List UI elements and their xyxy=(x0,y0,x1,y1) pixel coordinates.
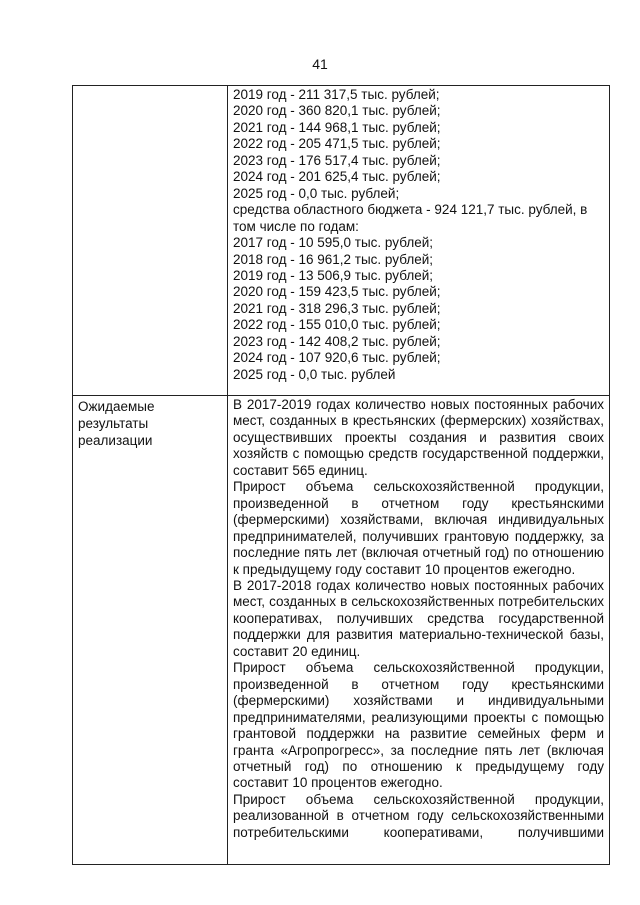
table-row xyxy=(73,86,610,396)
funding-line: 2025 год - 0,0 тыс. рублей; xyxy=(233,185,400,201)
funding-line: 2024 год - 201 625,4 тыс. рублей; xyxy=(233,169,441,185)
results-list xyxy=(228,396,609,841)
funding-line: 2021 год - 318 296,3 тыс. рублей; xyxy=(233,300,441,316)
funding-line: 2020 год - 360 820,1 тыс. рублей; xyxy=(233,103,441,119)
funding-line: 2024 год - 107 920,6 тыс. рублей; xyxy=(233,350,441,366)
results-label-cell xyxy=(73,396,228,865)
funding-line: 2017 год - 10 595,0 тыс. рублей; xyxy=(233,235,433,251)
funding-cell xyxy=(228,86,610,396)
program-passport-table xyxy=(72,85,610,865)
results-paragraph: Прирост объема сельскохозяйственной продукции, произведенной в отчетном году крестьянскими (фермерскими) хозяйствами и индивидуальными предпринимателями, реализующими проекты с помощью грантовой поддержки на развитие семейных ферм и гранта «Агропрогресс», за последние пять лет (включая отчетный год) по отношению к предыдущему году составит 10 процентов ежегодно. xyxy=(233,660,604,791)
results-paragraph: В 2017-2018 годах количество новых постоянных рабочих мест, созданных в сельскохозяйственных потребительских кооперативах, получивших средства государственной поддержки для развития материально-технической базы, составит 20 единиц. xyxy=(233,578,604,659)
page-number: 41 xyxy=(312,56,328,72)
results-paragraph: Прирост объема сельскохозяйственной продукции, реализованной в отчетном году сельскохозяйственными потребительскими кооперативами, получившими xyxy=(233,791,604,840)
empty-label-cell xyxy=(73,86,228,396)
funding-line: средства областного бюджета - 924 121,7 тыс. рублей, в xyxy=(233,202,588,218)
funding-line: 2023 год - 142 408,2 тыс. рублей; xyxy=(233,333,441,349)
funding-line: 2019 год - 211 317,5 тыс. рублей; xyxy=(233,87,440,102)
funding-list xyxy=(228,86,609,380)
funding-line: 2023 год - 176 517,4 тыс. рублей; xyxy=(233,152,441,168)
table-row xyxy=(73,396,610,865)
funding-line: 2022 год - 205 471,5 тыс. рублей; xyxy=(233,136,441,152)
funding-line: 2018 год - 16 961,2 тыс. рублей; xyxy=(233,251,433,267)
results-paragraph: В 2017-2019 годах количество новых постоянных рабочих мест, созданных в крестьянских (фермерских) хозяйствах, осуществивших проекты создания и развития своих хозяйств с помощью средств государственной поддержки, составит 565 единиц. xyxy=(233,397,604,478)
results-paragraph: Прирост объема сельскохозяйственной продукции, произведенной в отчетном году крестьянскими (фермерскими) хозяйствами, включая индивидуальных предпринимателей, получивших грантовую поддержку, за последние пять лет (включая отчетный год) по отношению к предыдущему году составит 10 процентов ежегодно. xyxy=(233,479,604,577)
funding-line: 2019 год - 13 506,9 тыс. рублей; xyxy=(233,267,433,283)
funding-line: том числе по годам: xyxy=(233,218,359,234)
funding-line: 2022 год - 155 010,0 тыс. рублей; xyxy=(233,317,441,333)
results-label: Ожидаемые результаты реализации xyxy=(78,399,155,449)
funding-line: 2021 год - 144 968,1 тыс. рублей; xyxy=(233,119,441,135)
results-cell xyxy=(228,396,610,865)
funding-line: 2025 год - 0,0 тыс. рублей xyxy=(233,366,396,382)
funding-line: 2020 год - 159 423,5 тыс. рублей; xyxy=(233,284,441,300)
